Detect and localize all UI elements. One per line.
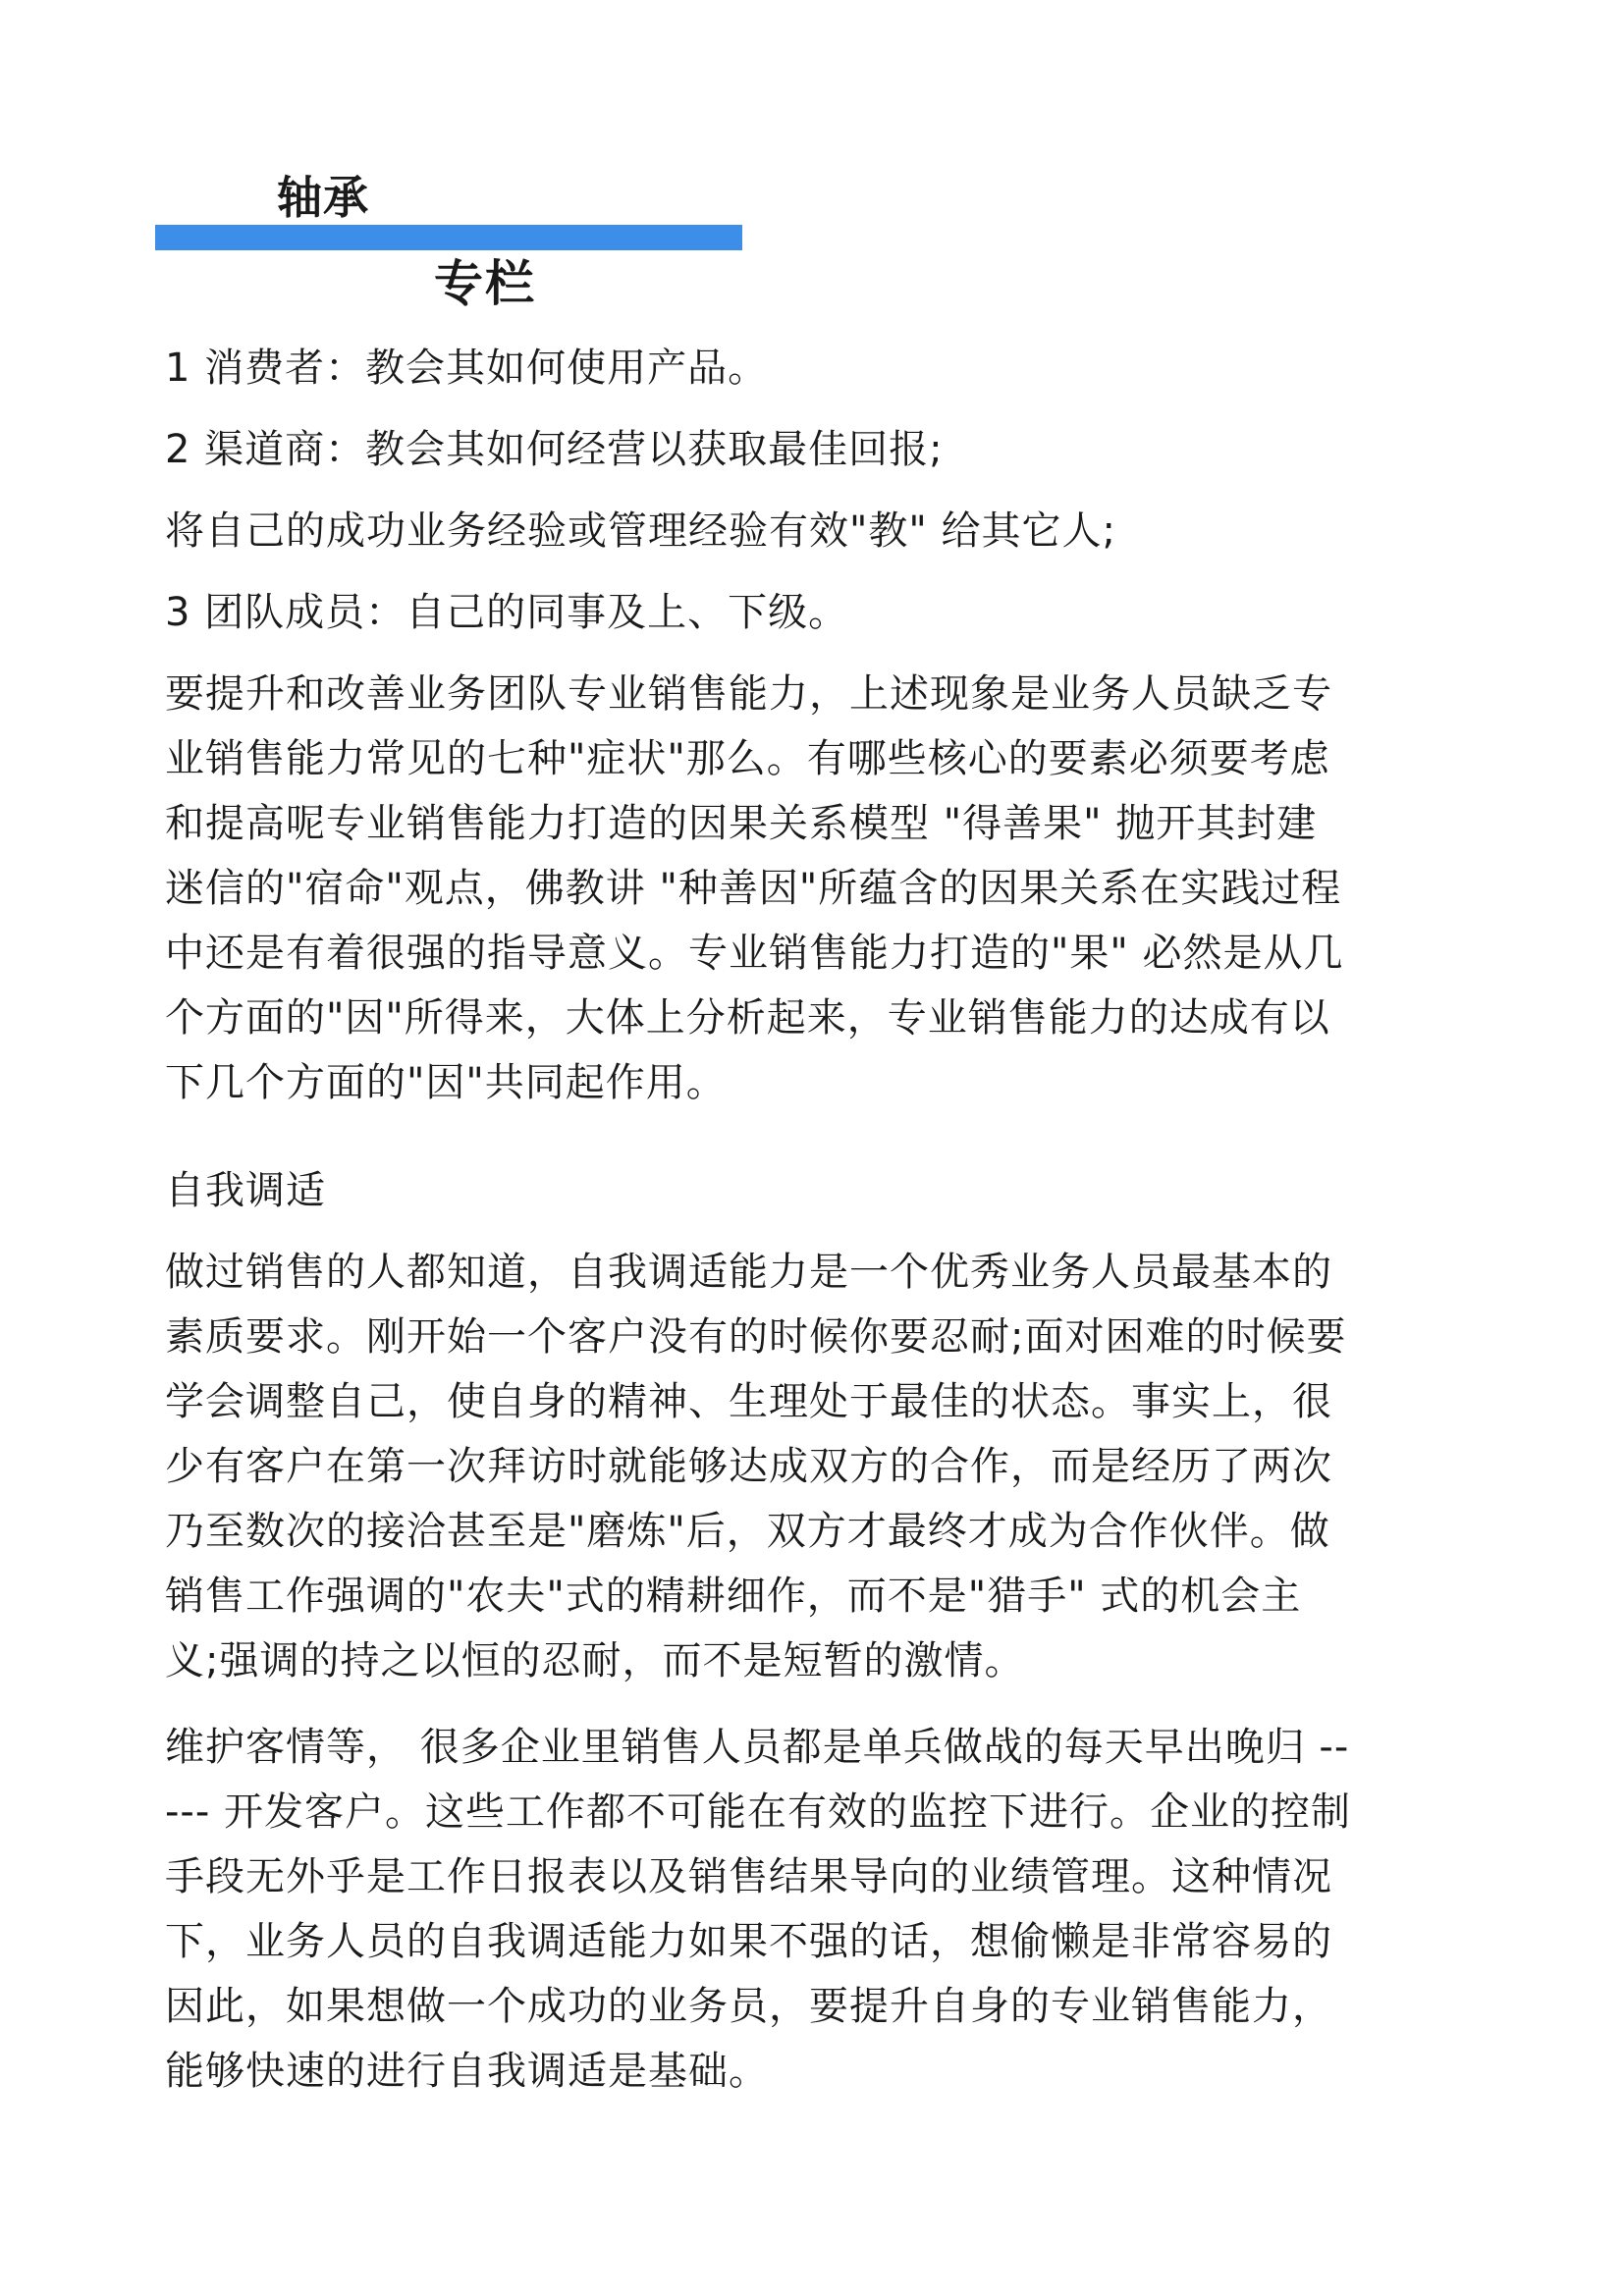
paragraph-experience [165,499,1481,563]
text-line: 做过销售的人都知道，自我调适能力是一个优秀业务人员最基本的 [165,1250,1332,1295]
paragraph-causes [165,662,1481,1115]
text-line: 迷信的"宿命"观点，佛教讲 "种善因"所蕴含的因果关系在实践过程 [165,866,1342,911]
text-line: 学会调整自己，使自身的精神、生理处于最佳的状态。事实上，很 [165,1379,1332,1424]
text-line: 乃至数次的接洽甚至是"磨炼"后，双方才最终才成为合作伙伴。做 [165,1509,1330,1554]
text-line: --- 开发客户。这些工作都不可能在有效的监控下进行。企业的控制 [165,1789,1352,1835]
text-line: 义;强调的持之以恒的忍耐，而不是短暂的激情。 [165,1638,1025,1683]
text-line: 少有客户在第一次拜访时就能够达成双方的合作，而是经历了两次 [165,1444,1332,1489]
text-line: 将自己的成功业务经验或管理经验有效"教" 给其它人; [165,508,1116,554]
title-underline-bar [155,225,742,250]
text-line: 能够快速的进行自我调适是基础。 [165,2049,769,2094]
text-line: 下，业务人员的自我调适能力如果不强的话，想偷懒是非常容易的 [165,1919,1332,1964]
paragraph-team [165,580,1481,645]
text-line: 素质要求。刚开始一个客户没有的时候你要忍耐;面对困难的时候要 [165,1314,1347,1360]
text-line: 自我调适 [165,1168,326,1213]
section-heading-self-adjustment [165,1158,1481,1223]
page-title: 轴承 [277,171,369,224]
text-line: 手段无外乎是工作日报表以及销售结果导向的业绩管理。这种情况 [165,1854,1332,1899]
text-line: 维护客情等， 很多企业里销售人员都是单兵做战的每天早出晚归 -- [165,1725,1350,1770]
paragraph-client-maintenance [165,1715,1481,2104]
text-line: 下几个方面的"因"共同起作用。 [165,1060,727,1105]
text-line: 1 消费者：教会其如何使用产品。 [165,346,769,391]
paragraph-channel [165,417,1481,482]
text-line: 和提高呢专业销售能力打造的因果关系模型 "得善果" 抛开其封建 [165,801,1318,846]
text-line: 销售工作强调的"农夫"式的精耕细作，而不是"猎手" 式的机会主 [165,1574,1302,1619]
text-line: 中还是有着很强的指导意义。专业销售能力打造的"果" 必然是从几 [165,931,1344,976]
text-line: 要提升和改善业务团队专业销售能力，上述现象是业务人员缺乏专 [165,671,1332,717]
text-line: 2 渠道商：教会其如何经营以获取最佳回报; [165,427,944,472]
text-line: 3 团队成员：自己的同事及上、下级。 [165,590,849,635]
paragraph-self-adjustment [165,1240,1481,1693]
text-line: 因此，如果想做一个成功的业务员，要提升自身的专业销售能力， [165,1984,1332,2029]
page-subtitle: 专栏 [434,255,536,312]
text-line: 业销售能力常见的七种"症状"那么。有哪些核心的要素必须要考虑 [165,736,1330,781]
paragraph-consumer [165,336,1481,400]
text-line: 个方面的"因"所得来，大体上分析起来，专业销售能力的达成有以 [165,995,1330,1041]
